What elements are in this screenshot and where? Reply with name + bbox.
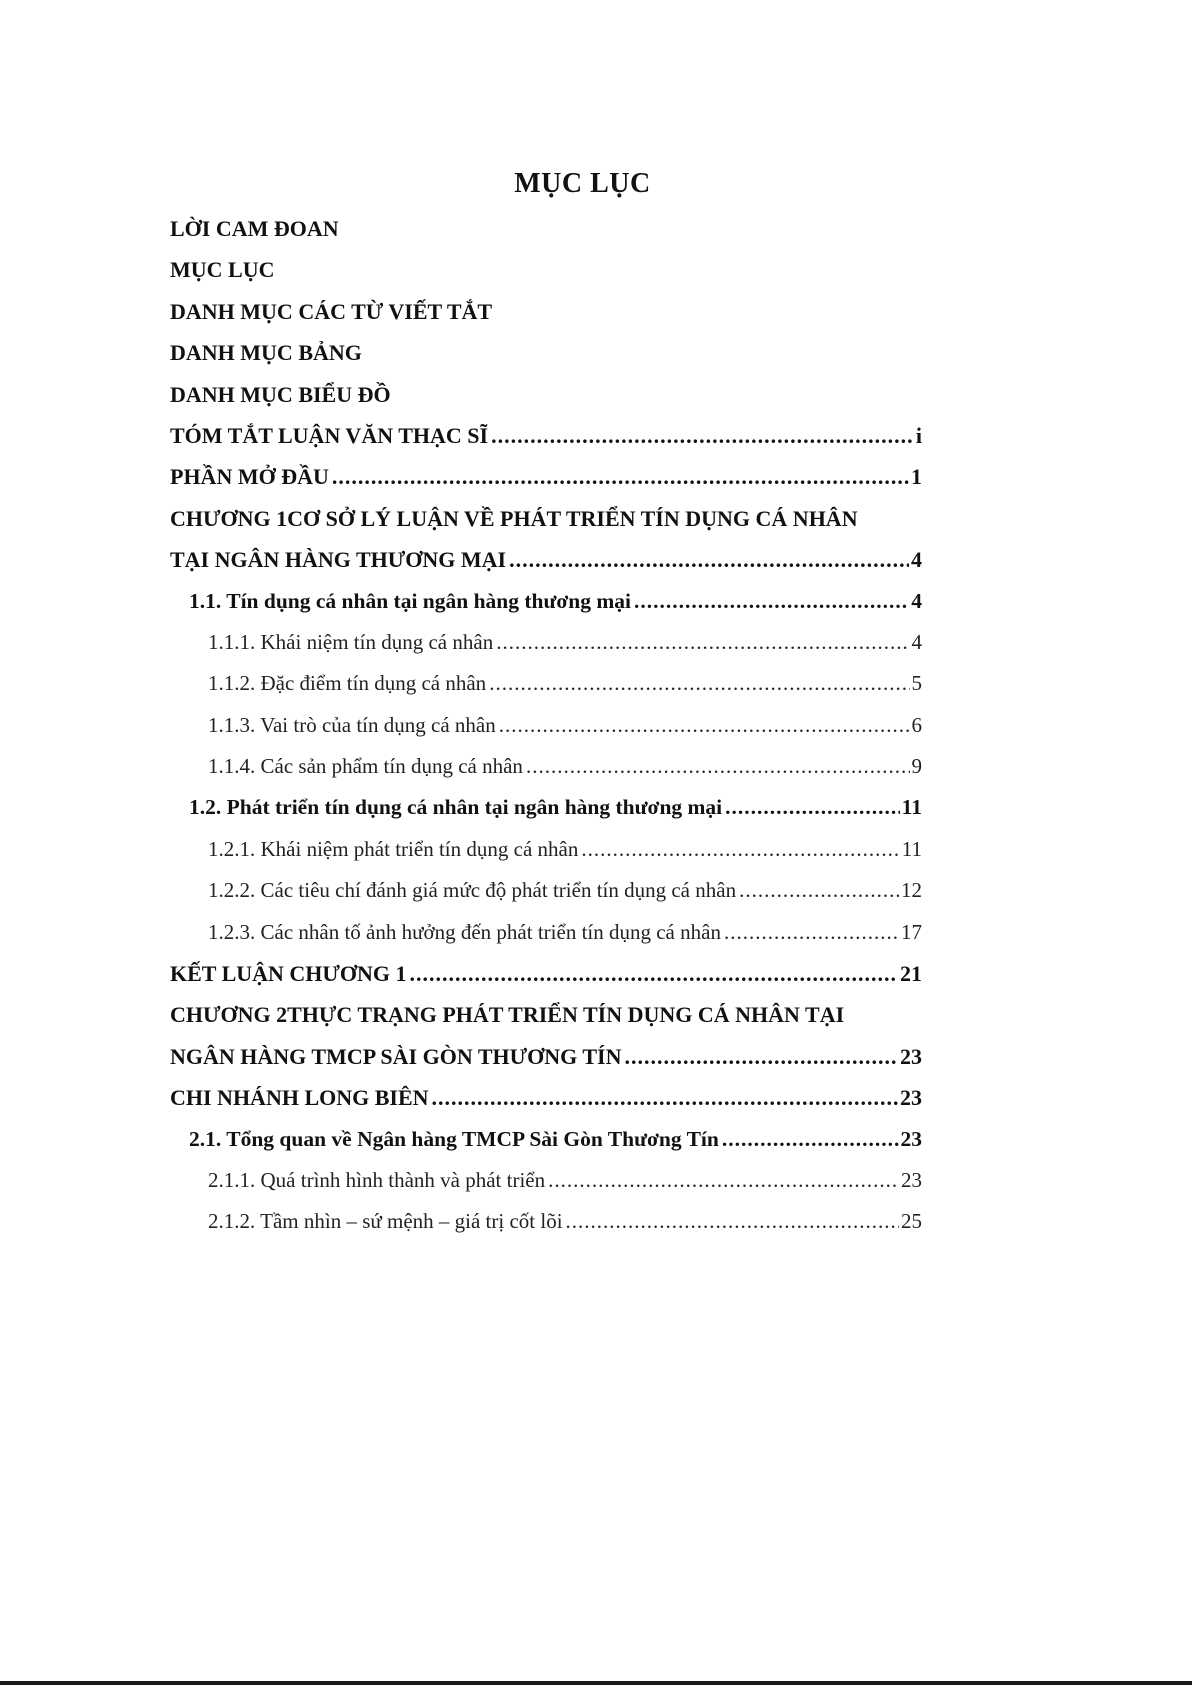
toc-page-number: 23 (900, 1085, 922, 1111)
toc-entry-text: 1.2. Phát triển tín dụng cá nhân tại ngân hàng thương mại (189, 795, 723, 820)
toc-entry[interactable] (170, 498, 922, 539)
toc-entry[interactable] (170, 1160, 922, 1201)
toc-entry[interactable] (170, 663, 922, 704)
toc-entry-text: 2.1. Tổng quan về Ngân hàng TMCP Sài Gòn Thương Tín (189, 1126, 719, 1151)
toc-page-number: i (915, 422, 922, 448)
toc-entry[interactable] (170, 539, 922, 580)
toc-page-number: 23 (900, 1043, 922, 1069)
toc-page-number: 4 (911, 547, 922, 573)
toc-entry-text: 1.2.1. Khái niệm phát triển tín dụng cá nhân (208, 836, 579, 861)
toc-page-number: 1 (911, 464, 922, 490)
toc-page-number: 11 (901, 795, 922, 820)
toc-entry[interactable] (170, 994, 922, 1035)
toc-entry[interactable] (170, 705, 922, 746)
toc-entry-text: 1.2.2. Các tiêu chí đánh giá mức độ phát triển tín dụng cá nhân (208, 878, 737, 903)
toc-entry-text: 2.1.1. Quá trình hình thành và phát triển (208, 1167, 546, 1192)
toc-leader-dots (566, 1201, 899, 1242)
toc-entry[interactable] (170, 374, 922, 415)
toc-leader-dots (634, 581, 909, 622)
toc-entry-text: 1.1.2. Đặc điểm tín dụng cá nhân (208, 671, 487, 696)
toc-entry[interactable] (170, 249, 922, 290)
toc-entry-text: CHI NHÁNH LONG BIÊN (170, 1085, 429, 1111)
toc-entry[interactable] (170, 581, 922, 622)
toc-entry[interactable] (170, 415, 922, 456)
toc-leader-dots (432, 1077, 898, 1118)
toc-entry[interactable] (170, 208, 922, 249)
toc-page-number: 4 (911, 629, 922, 654)
table-of-contents (170, 208, 922, 1243)
toc-entry-text: MỤC LỤC (170, 257, 275, 283)
toc-entry[interactable] (170, 332, 922, 373)
toc-leader-dots (624, 1036, 898, 1077)
toc-entry-text: KẾT LUẬN CHƯƠNG 1 (170, 961, 407, 987)
bottom-rule (0, 1681, 1192, 1685)
page-title: MỤC LỤC (514, 168, 651, 199)
toc-page-number: 4 (911, 588, 922, 613)
toc-entry-text: CHƯƠNG 2THỰC TRẠNG PHÁT TRIỂN TÍN DỤNG CÁ NHÂN TẠI (170, 1002, 845, 1028)
toc-page-number: 12 (901, 878, 922, 903)
toc-page-number: 6 (911, 712, 922, 737)
toc-leader-dots (499, 705, 910, 746)
toc-page-number: 9 (911, 754, 922, 779)
toc-entry-text: LỜI CAM ĐOAN (170, 216, 339, 241)
toc-page-number: 23 (901, 1167, 922, 1192)
toc-entry[interactable] (170, 456, 922, 497)
toc-page-number: 21 (900, 961, 922, 987)
toc-entry-text: TÓM TẮT LUẬN VĂN THẠC SĨ (170, 422, 489, 448)
toc-leader-dots (725, 787, 900, 828)
toc-entry-text: 2.1.2. Tầm nhìn – sứ mệnh – giá trị cốt lõi (208, 1209, 563, 1234)
toc-page-number: 23 (900, 1126, 922, 1151)
toc-entry-text: 1.1. Tín dụng cá nhân tại ngân hàng thương mại (189, 588, 632, 613)
toc-leader-dots (509, 539, 909, 580)
toc-entry[interactable] (170, 1119, 922, 1160)
toc-leader-dots (496, 622, 909, 663)
toc-page-number: 5 (911, 671, 922, 696)
toc-leader-dots (332, 456, 909, 497)
toc-entry-text: TẠI NGÂN HÀNG THƯƠNG MẠI (170, 547, 507, 573)
toc-leader-dots (489, 663, 909, 704)
toc-leader-dots (491, 415, 914, 456)
toc-entry[interactable] (170, 829, 922, 870)
toc-page-number: 17 (901, 919, 922, 944)
toc-entry[interactable] (170, 787, 922, 828)
toc-entry-text: DANH MỤC CÁC TỪ VIẾT TẮT (170, 298, 493, 324)
toc-leader-dots (581, 829, 899, 870)
toc-entry[interactable] (170, 870, 922, 911)
toc-entry-text: 1.2.3. Các nhân tố ảnh hưởng đến phát triển tín dụng cá nhân (208, 919, 721, 944)
toc-entry-text: NGÂN HÀNG TMCP SÀI GÒN THƯƠNG TÍN (170, 1043, 622, 1069)
toc-leader-dots (548, 1160, 899, 1201)
toc-entry-text: DANH MỤC BIỂU ĐỒ (170, 381, 391, 407)
toc-leader-dots (739, 870, 899, 911)
toc-entry[interactable] (170, 1077, 922, 1118)
toc-entry-text: 1.1.1. Khái niệm tín dụng cá nhân (208, 629, 494, 654)
toc-entry[interactable] (170, 291, 922, 332)
toc-entry[interactable] (170, 746, 922, 787)
toc-leader-dots (724, 912, 899, 953)
toc-entry-text: CHƯƠNG 1CƠ SỞ LÝ LUẬN VỀ PHÁT TRIỂN TÍN DỤNG CÁ NHÂN (170, 505, 858, 531)
toc-entry[interactable] (170, 1201, 922, 1242)
toc-entry-text: 1.1.4. Các sản phẩm tín dụng cá nhân (208, 754, 523, 779)
toc-entry-text: 1.1.3. Vai trò của tín dụng cá nhân (208, 712, 496, 737)
toc-leader-dots (526, 746, 910, 787)
toc-entry-text: PHẦN MỞ ĐẦU (170, 464, 329, 490)
toc-entry[interactable] (170, 953, 922, 994)
toc-page-number: 11 (901, 836, 922, 861)
toc-entry-text: DANH MỤC BẢNG (170, 340, 362, 366)
toc-page-number: 25 (901, 1209, 922, 1234)
toc-entry[interactable] (170, 1036, 922, 1077)
toc-entry[interactable] (170, 912, 922, 953)
toc-leader-dots (722, 1119, 899, 1160)
toc-entry[interactable] (170, 622, 922, 663)
toc-leader-dots (410, 953, 898, 994)
